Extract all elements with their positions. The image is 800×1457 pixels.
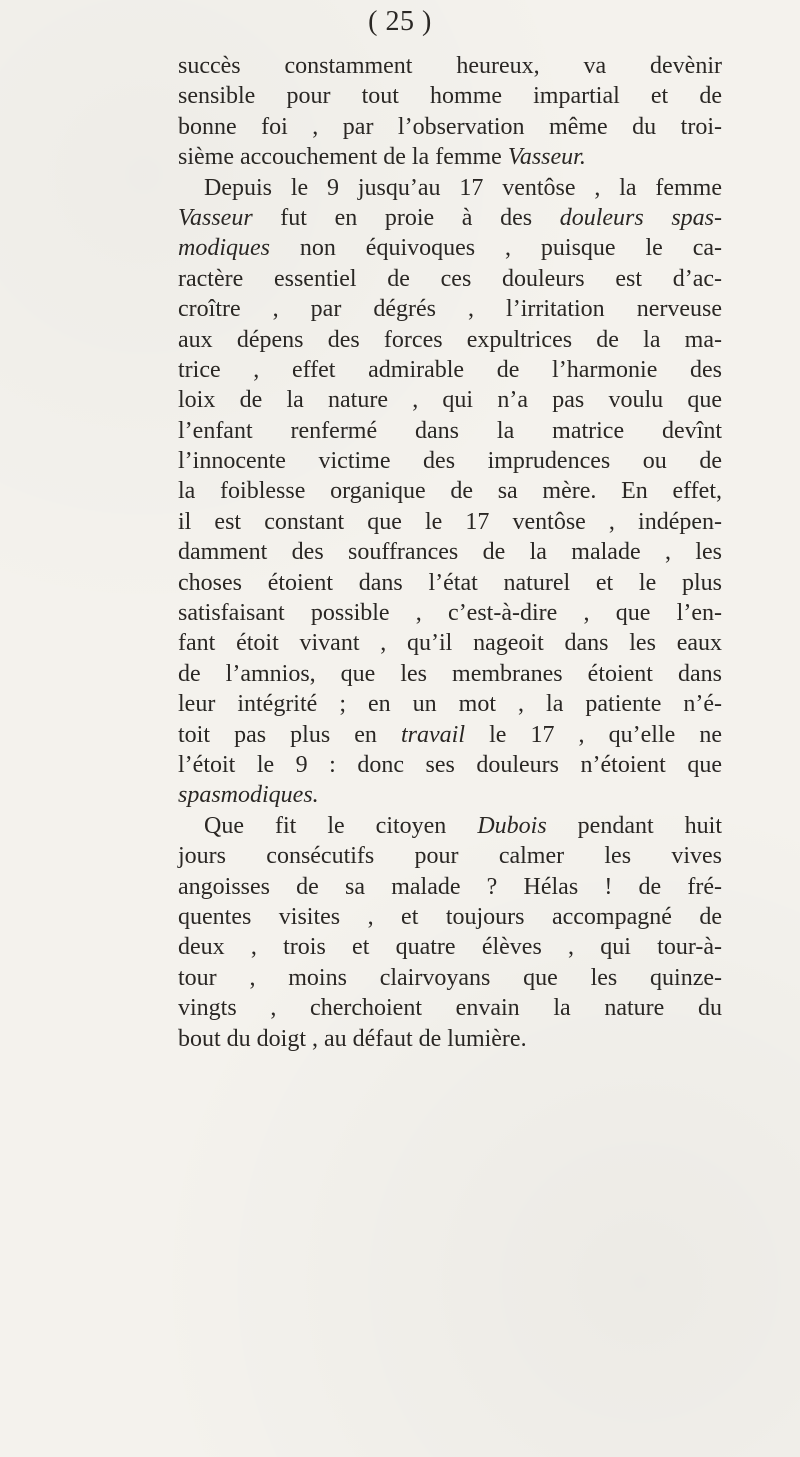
text-line bbox=[178, 355, 722, 385]
text-run: de l’amnios, que les membranes étoient dans bbox=[178, 660, 722, 687]
text-run: bonne foi , par l’observation même du troi- bbox=[178, 113, 722, 140]
text-run: deux , trois et quatre élèves , qui tour-à- bbox=[178, 934, 722, 961]
text-line bbox=[178, 720, 722, 750]
italic-text: douleurs spas- bbox=[559, 204, 722, 231]
text-line bbox=[178, 51, 722, 81]
text-line bbox=[178, 963, 722, 993]
text-run: le 17 , qu’elle ne bbox=[464, 721, 722, 748]
page-number: ( 25 ) bbox=[368, 6, 432, 37]
text-line bbox=[178, 811, 722, 841]
text-run: il est constant que le 17 ventôse , indépen- bbox=[178, 508, 722, 535]
text-run: l’innocente victime des imprudences ou de bbox=[178, 448, 722, 475]
text-run: choses étoient dans l’état naturel et le plus bbox=[178, 569, 722, 596]
text-line bbox=[178, 507, 722, 537]
text-run: quentes visites , et toujours accompagné de bbox=[178, 903, 722, 930]
text-run: sensible pour tout homme impartial et de bbox=[178, 83, 722, 110]
text-line bbox=[178, 81, 722, 111]
text-line bbox=[178, 628, 722, 658]
text-run: fant étoit vivant , qu’il nageoit dans les eaux bbox=[178, 630, 722, 657]
text-run: sième accouchement de la femme bbox=[178, 144, 508, 171]
text-line bbox=[178, 416, 722, 446]
text-run: Depuis le 9 jusqu’au 17 ventôse , la femme bbox=[204, 174, 722, 201]
text-run: leur intégrité ; en un mot , la patiente n’é- bbox=[178, 691, 722, 718]
text-run: angoisses de sa malade ? Hélas ! de fré- bbox=[178, 873, 722, 900]
text-run: l’enfant renfermé dans la matrice devînt bbox=[178, 417, 722, 444]
text-run: aux dépens des forces expultrices de la ma- bbox=[178, 326, 722, 353]
text-line bbox=[178, 385, 722, 415]
text-line bbox=[178, 1024, 722, 1054]
text-line bbox=[178, 446, 722, 476]
italic-text: modiques bbox=[178, 235, 270, 262]
italic-text: spasmodiques. bbox=[178, 782, 319, 809]
text-line bbox=[178, 112, 722, 142]
text-run: succès constamment heureux, va devènir bbox=[178, 53, 722, 79]
italic-text: Vasseur bbox=[178, 204, 253, 231]
text-run: fut en proie à des bbox=[252, 204, 560, 231]
text-line bbox=[178, 476, 722, 506]
italic-text: Vasseur. bbox=[507, 144, 586, 171]
text-run: l’étoit le 9 : donc ses douleurs n’étoient que bbox=[178, 751, 722, 778]
text-line bbox=[178, 993, 722, 1023]
text-line bbox=[178, 203, 722, 233]
text-run: toit pas plus en bbox=[178, 721, 401, 748]
text-line bbox=[178, 173, 722, 203]
text-run: tour , moins clairvoyans que les quinze- bbox=[178, 964, 722, 991]
text-line bbox=[178, 780, 722, 810]
text-line bbox=[178, 568, 722, 598]
text-run: jours consécutifs pour calmer les vives bbox=[178, 843, 722, 870]
text-line bbox=[178, 264, 722, 294]
text-run: bout du doigt , au défaut de lumière. bbox=[178, 1025, 527, 1052]
text-line bbox=[178, 294, 722, 324]
text-line bbox=[178, 872, 722, 902]
text-line bbox=[178, 689, 722, 719]
text-line bbox=[178, 659, 722, 689]
text-run: la foiblesse organique de sa mère. En effet, bbox=[178, 478, 722, 505]
text-line bbox=[178, 841, 722, 871]
text-run: non équivoques , puisque le ca- bbox=[270, 235, 722, 262]
text-line bbox=[178, 750, 722, 780]
text-line bbox=[178, 142, 722, 172]
italic-text: Dubois bbox=[477, 812, 547, 839]
text-run: loix de la nature , qui n’a pas voulu que bbox=[178, 387, 722, 414]
text-run: ractère essentiel de ces douleurs est d’ac- bbox=[178, 265, 722, 292]
text-run: pendant huit bbox=[546, 812, 723, 839]
text-line bbox=[178, 537, 722, 567]
text-run: satisfaisant possible , c’est-à-dire , que l’en- bbox=[178, 600, 722, 627]
text-line bbox=[178, 325, 722, 355]
text-line bbox=[178, 233, 722, 263]
body-text bbox=[178, 51, 722, 1054]
text-line bbox=[178, 598, 722, 628]
text-run: Que fit le citoyen bbox=[204, 812, 478, 839]
text-line bbox=[178, 932, 722, 962]
italic-text: travail bbox=[400, 721, 465, 748]
text-run: croître , par dégrés , l’irritation nerveuse bbox=[178, 296, 722, 323]
text-run: trice , effet admirable de l’harmonie des bbox=[178, 356, 722, 383]
text-line bbox=[178, 902, 722, 932]
text-run: damment des souffrances de la malade , les bbox=[178, 539, 722, 566]
text-run: vingts , cherchoient envain la nature du bbox=[178, 995, 722, 1022]
